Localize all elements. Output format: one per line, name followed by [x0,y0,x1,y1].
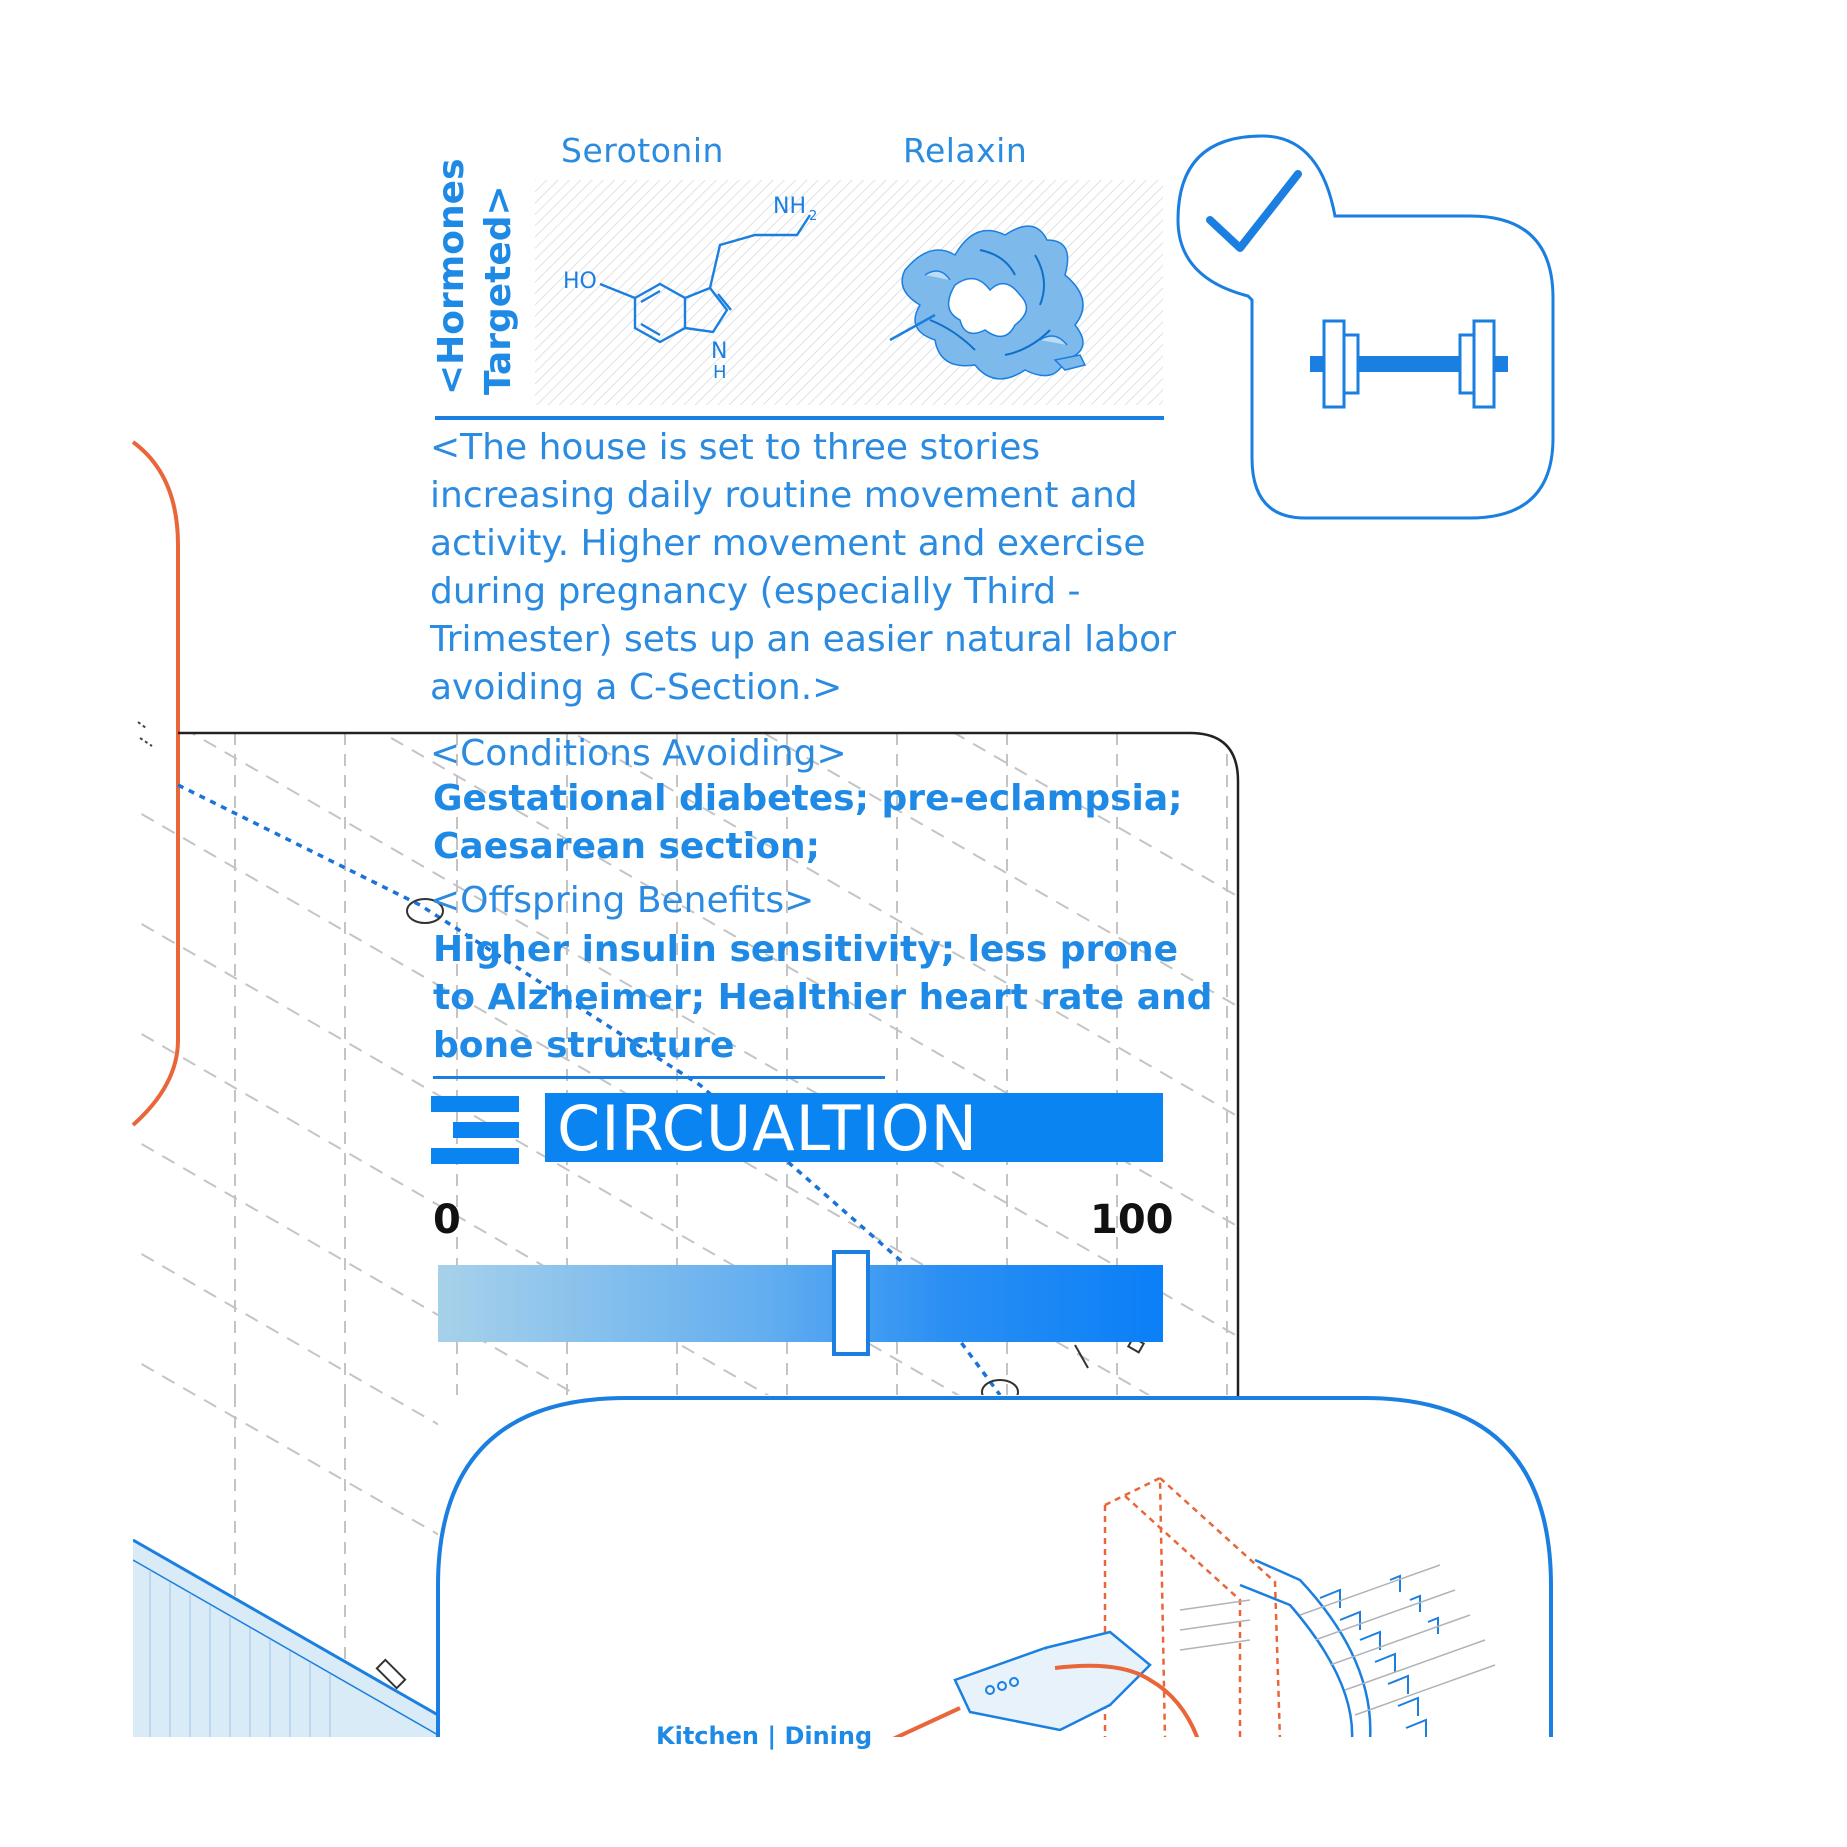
hormones-targeted-title [428,158,522,395]
relaxin-label: Relaxin [903,131,1028,170]
molecule-panel [535,180,1163,405]
orange-panel-outline [133,442,178,1125]
offspring-heading: <Offspring Benefits> [430,880,815,921]
hormones-title-line2: Targeted> [478,185,519,395]
circulation-slider-track[interactable] [438,1265,1163,1342]
exercise-card [1170,128,1560,526]
conditions-heading: <Conditions Avoiding> [430,733,847,774]
hormones-title-line1: <Hormones [431,158,472,395]
serotonin-label: Serotonin [561,131,724,170]
description-text: <The house is set to three stories increasing daily routine movement and activity. Higher movement and exercise during pregnancy (especially Third - Trimester) sets up an easier natural labor avoiding a C-Section.> [430,427,1176,708]
atom-nh2: NH [773,194,806,219]
hormones-divider [435,416,1164,420]
circulation-title-bar [545,1092,1163,1165]
offspring-text: Higher insulin sensitivity; less prone to Alzheimer; Healthier heart rate and bone structure [433,929,1213,1066]
atom-nh2-subscript: 2 [809,209,818,224]
atom-n: N [711,339,728,364]
scale-min: 0 [433,1197,461,1243]
conditions-text: Gestational diabetes; pre-eclampsia; Caesarean section; [433,778,1183,867]
room-label: Kitchen | Dining [656,1722,873,1750]
offspring-divider [433,1076,885,1079]
scale-max: 100 [1090,1197,1174,1243]
atom-ho: HO [563,269,597,294]
circulation-bars-icon [429,1096,521,1164]
circulation-slider-thumb[interactable] [832,1250,870,1356]
atom-h: H [713,362,727,383]
circulation-title: CIRCUALTION [557,1092,978,1165]
